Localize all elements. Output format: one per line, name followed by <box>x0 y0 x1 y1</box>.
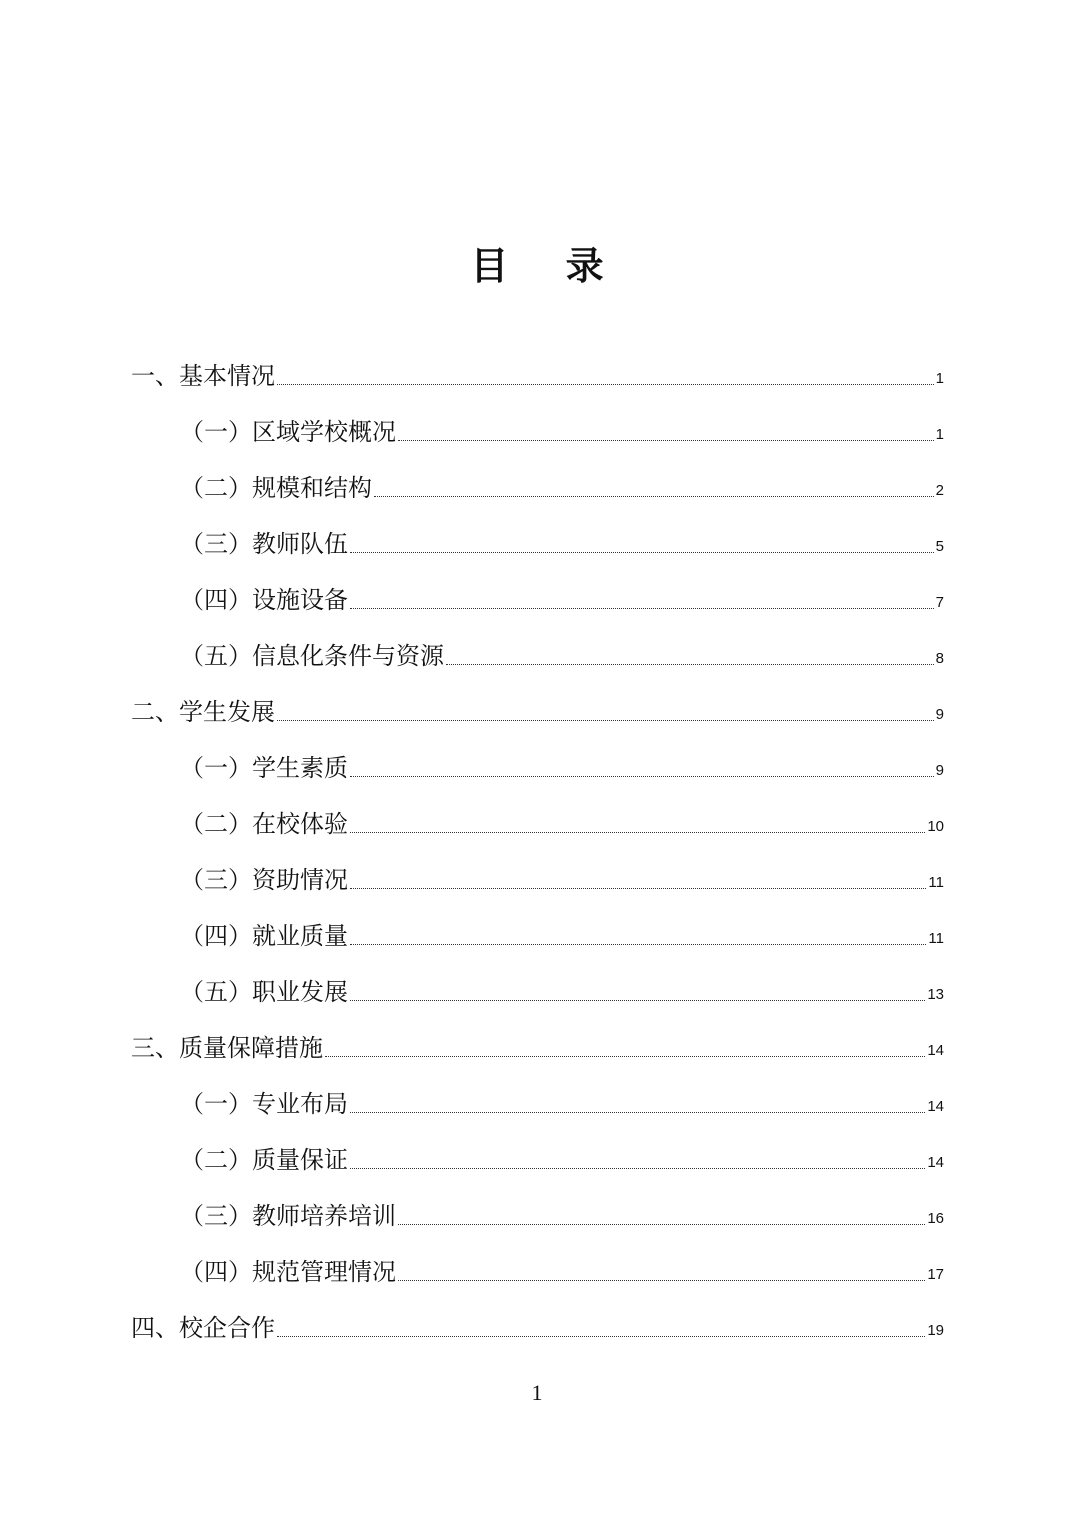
toc-entry[interactable] <box>180 1196 944 1232</box>
toc-entry-label: （四）设施设备 <box>180 586 348 614</box>
toc-entry-page: 14 <box>927 1154 944 1171</box>
toc-entry[interactable] <box>131 692 944 728</box>
toc-leader-dots <box>398 440 934 441</box>
toc-entry-page: 2 <box>935 482 944 499</box>
toc-leader-dots <box>350 944 926 945</box>
page-title: 目 录 <box>470 244 626 288</box>
toc-entry-label: （一）专业布局 <box>180 1090 348 1118</box>
toc-entry[interactable] <box>131 356 944 392</box>
toc-leader-dots <box>398 1280 925 1281</box>
toc-entry[interactable] <box>131 1028 944 1064</box>
toc-entry[interactable] <box>180 860 944 896</box>
toc-entry-label: 一、基本情况 <box>131 362 275 390</box>
toc-leader-dots <box>350 552 934 553</box>
toc-entry-label: 三、质量保障措施 <box>131 1034 323 1062</box>
toc-entry[interactable] <box>180 580 944 616</box>
toc-leader-dots <box>350 776 934 777</box>
toc-entry-page: 13 <box>927 986 944 1003</box>
toc-entry[interactable] <box>131 1308 944 1344</box>
toc-entry-page: 11 <box>928 930 944 947</box>
toc-leader-dots <box>325 1056 925 1057</box>
toc-entry-page: 11 <box>928 874 944 891</box>
toc-leader-dots <box>350 608 934 609</box>
toc-entry-page: 1 <box>935 370 944 387</box>
toc-entry-label: （三）教师队伍 <box>180 530 348 558</box>
toc-entry-label: （二）在校体验 <box>180 810 348 838</box>
toc-entry-page: 5 <box>935 538 944 555</box>
toc-entry-label: （四）就业质量 <box>180 922 348 950</box>
toc-entry-page: 14 <box>927 1098 944 1115</box>
toc-entry-page: 8 <box>935 650 944 667</box>
toc-entry[interactable] <box>180 524 944 560</box>
toc-leader-dots <box>350 1000 925 1001</box>
toc-leader-dots <box>350 888 926 889</box>
toc-leader-dots <box>277 384 934 385</box>
toc-entry-page: 10 <box>927 818 944 835</box>
toc-entry[interactable] <box>180 1084 944 1120</box>
toc-entry-label: （四）规范管理情况 <box>180 1258 396 1286</box>
toc-entry[interactable] <box>180 468 944 504</box>
toc-leader-dots <box>350 1168 925 1169</box>
toc-entry-page: 17 <box>927 1266 944 1283</box>
toc-entry-label: （五）信息化条件与资源 <box>180 642 444 670</box>
toc-entry-label: 四、校企合作 <box>131 1314 275 1342</box>
toc-leader-dots <box>350 1112 925 1113</box>
page-number: 1 <box>531 1380 543 1405</box>
toc-entry-label: （一）学生素质 <box>180 754 348 782</box>
toc-leader-dots <box>350 832 925 833</box>
toc-entry-page: 1 <box>935 426 944 443</box>
toc-leader-dots <box>398 1224 925 1225</box>
toc-entry-label: （三）教师培养培训 <box>180 1202 396 1230</box>
toc-entry-label: （二）质量保证 <box>180 1146 348 1174</box>
toc-entry-label: （二）规模和结构 <box>180 474 372 502</box>
toc-entry[interactable] <box>180 804 944 840</box>
toc-entry-page: 19 <box>927 1322 944 1339</box>
toc-entry-page: 14 <box>927 1042 944 1059</box>
toc-entry-label: （三）资助情况 <box>180 866 348 894</box>
toc-entry[interactable] <box>180 636 944 672</box>
toc-leader-dots <box>277 720 934 721</box>
toc-entry[interactable] <box>180 412 944 448</box>
toc-entry-page: 9 <box>935 762 944 779</box>
toc-leader-dots <box>446 664 934 665</box>
toc-entry[interactable] <box>180 1252 944 1288</box>
toc-entry[interactable] <box>180 1140 944 1176</box>
toc-leader-dots <box>277 1336 925 1337</box>
toc-entry[interactable] <box>180 916 944 952</box>
toc-entry[interactable] <box>180 748 944 784</box>
toc-entry-label: （五）职业发展 <box>180 978 348 1006</box>
toc-entry[interactable] <box>180 972 944 1008</box>
toc-leader-dots <box>374 496 934 497</box>
toc-entry-page: 16 <box>927 1210 944 1227</box>
toc-entry-page: 9 <box>935 706 944 723</box>
toc-entry-label: 二、学生发展 <box>131 698 275 726</box>
toc-entry-page: 7 <box>935 594 944 611</box>
toc-entry-label: （一）区域学校概况 <box>180 418 396 446</box>
